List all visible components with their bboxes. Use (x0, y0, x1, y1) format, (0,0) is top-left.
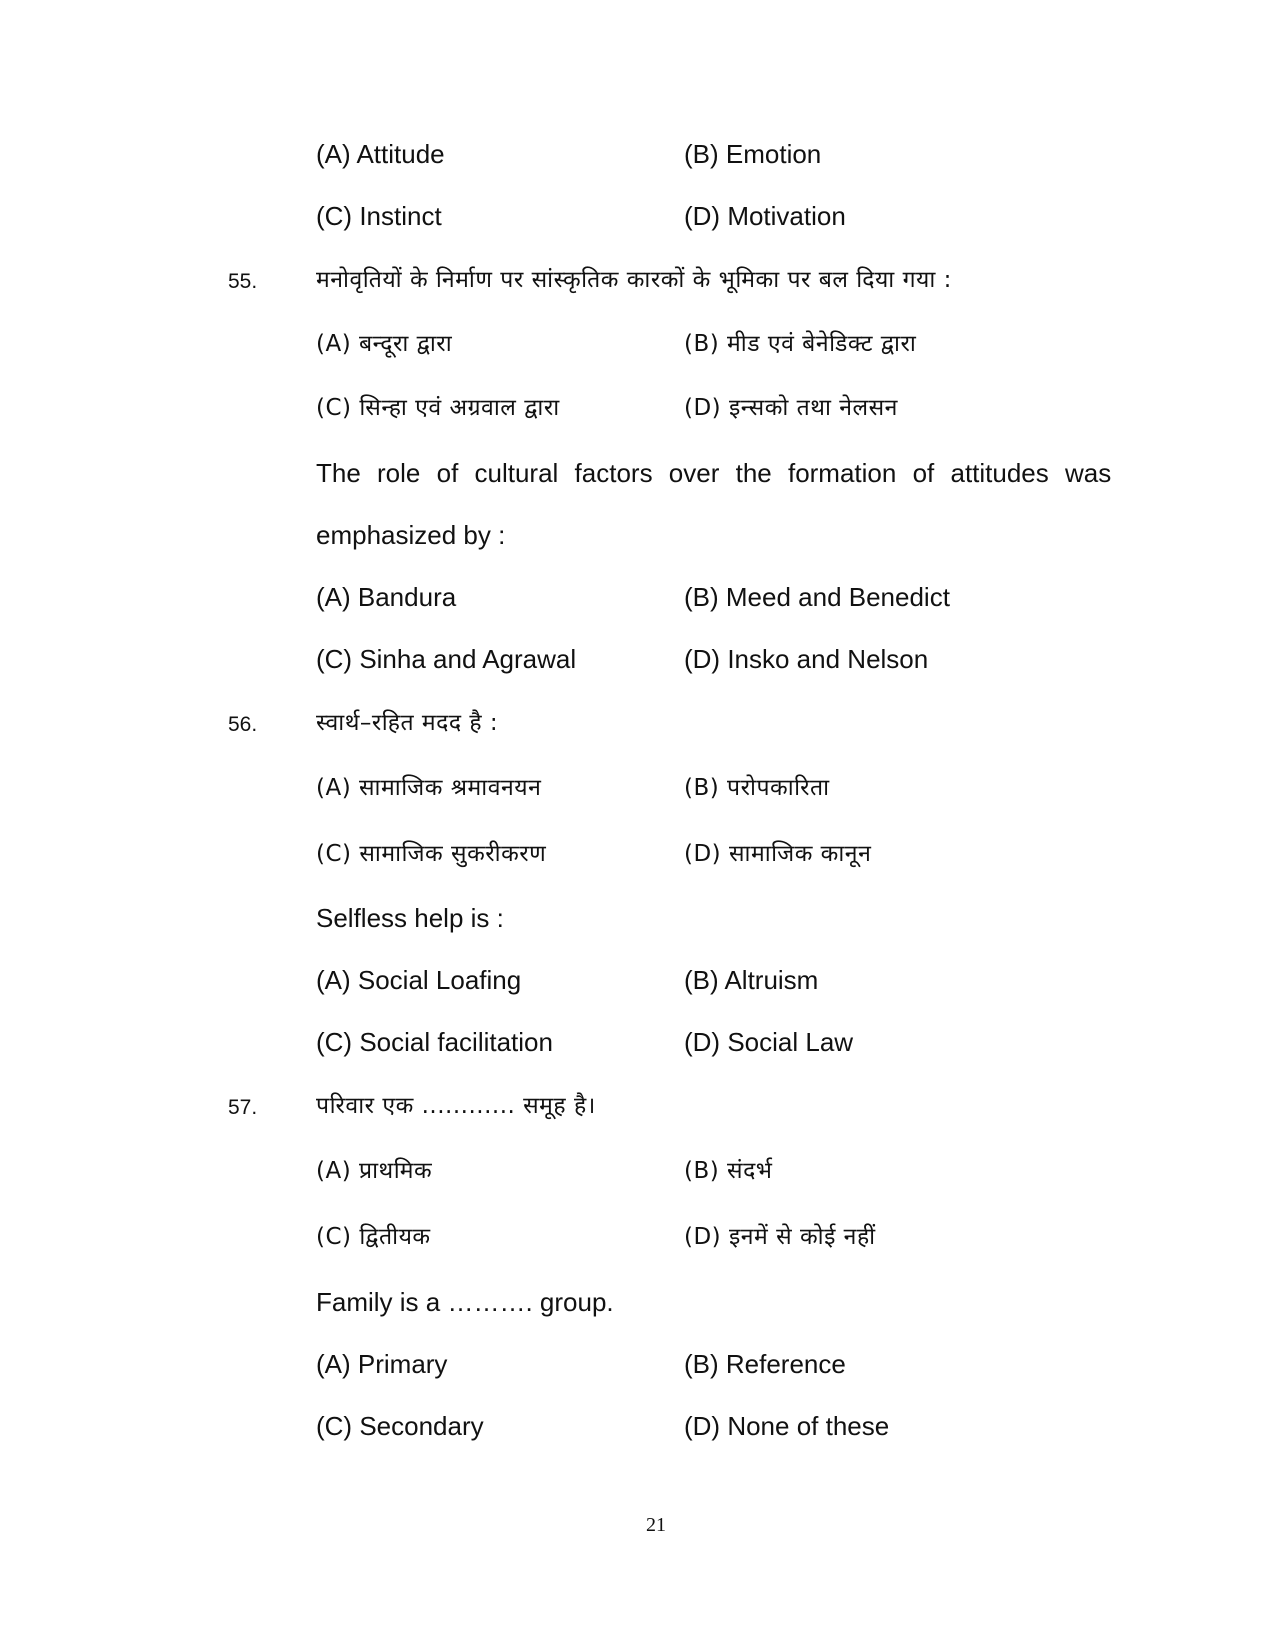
q57-option-en-c: (C) Secondary (316, 1411, 484, 1441)
q55-stem-en-row-1 (0, 455, 1275, 495)
page-number: 21 (646, 1514, 666, 1536)
q56-stem-hi-row (0, 705, 1275, 745)
q55-option-en-c: (C) Sinha and Agrawal (316, 644, 577, 674)
q54-option-d: (D) Motivation (684, 201, 846, 231)
q55-option-en-a: (A) Bandura (316, 582, 457, 612)
q57-number: 57. (228, 1096, 258, 1119)
q56-options-hi-row-1 (0, 770, 1275, 810)
q56-stem-en: Selfless help is : (316, 903, 504, 933)
q55-stem-hi: मनोवृतियों के निर्माण पर सांस्कृतिक कारकों के भूमिका पर बल दिया गया : (316, 267, 952, 293)
q57-option-en-b: (B) Reference (684, 1349, 846, 1379)
q56-options-en-row-2 (0, 1024, 1275, 1064)
q57-option-hi-d: (D) इनमें से कोई नहीं (684, 1224, 876, 1250)
q55-options-hi-row-1 (0, 326, 1275, 366)
q57-options-en-row-1 (0, 1346, 1275, 1386)
q56-option-en-b: (B) Altruism (684, 965, 819, 995)
q55-stem-en-line-1: The role of cultural factors over the formation of attitudes was (316, 458, 1112, 488)
q57-option-hi-b: (B) संदर्भ (684, 1158, 773, 1184)
q54-option-a: (A) Attitude (316, 139, 445, 169)
q57-option-en-a: (A) Primary (316, 1349, 448, 1379)
q57-stem-hi: परिवार एक ............ समूह है। (316, 1093, 596, 1119)
q56-option-hi-b: (B) परोपकारिता (684, 775, 830, 801)
q55-stem-en-row-2 (0, 517, 1275, 557)
q55-number: 55. (228, 270, 258, 293)
q55-option-hi-b: (B) मीड एवं बेनेडिक्ट द्वारा (684, 331, 917, 357)
q54-options-row-2 (0, 198, 1275, 238)
q56-option-en-c: (C) Social facilitation (316, 1027, 553, 1057)
q56-option-en-d: (D) Social Law (684, 1027, 854, 1057)
q56-option-hi-c: (C) सामाजिक सुकरीकरण (316, 841, 547, 867)
q56-option-en-a: (A) Social Loafing (316, 965, 522, 995)
q57-stem-en: Family is a ………. group. (316, 1287, 614, 1317)
q57-option-hi-c: (C) द्वितीयक (316, 1224, 431, 1250)
q54-options-row-1 (0, 136, 1275, 176)
q57-options-hi-row-1 (0, 1153, 1275, 1193)
q56-options-hi-row-2 (0, 836, 1275, 876)
q57-options-hi-row-2 (0, 1219, 1275, 1259)
q57-options-en-row-2 (0, 1408, 1275, 1448)
q56-option-hi-d: (D) सामाजिक कानून (684, 841, 872, 867)
q55-options-hi-row-2 (0, 390, 1275, 430)
q57-option-en-d: (D) None of these (684, 1411, 890, 1441)
q57-stem-en-row (0, 1284, 1275, 1324)
q57-stem-hi-row (0, 1088, 1275, 1128)
q54-option-c: (C) Instinct (316, 201, 442, 231)
q55-option-hi-c: (C) सिन्हा एवं अग्रवाल द्वारा (316, 395, 560, 421)
q55-option-en-b: (B) Meed and Benedict (684, 582, 950, 612)
q55-stem-hi-row (0, 262, 1275, 302)
q56-options-en-row-1 (0, 962, 1275, 1002)
q56-stem-en-row (0, 900, 1275, 940)
q55-options-en-row-1 (0, 579, 1275, 619)
q54-option-b: (B) Emotion (684, 139, 822, 169)
q55-stem-en-line-2: emphasized by : (316, 520, 506, 550)
q56-number: 56. (228, 713, 258, 736)
q55-option-hi-d: (D) इन्सको तथा नेलसन (684, 395, 898, 421)
q57-option-hi-a: (A) प्राथमिक (316, 1158, 433, 1184)
q55-options-en-row-2 (0, 641, 1275, 681)
q56-option-hi-a: (A) सामाजिक श्रमावनयन (316, 775, 542, 801)
q55-option-hi-a: (A) बन्दूरा द्वारा (316, 331, 453, 357)
q56-stem-hi: स्वार्थ–रहित मदद है : (316, 710, 499, 736)
q55-option-en-d: (D) Insko and Nelson (684, 644, 929, 674)
